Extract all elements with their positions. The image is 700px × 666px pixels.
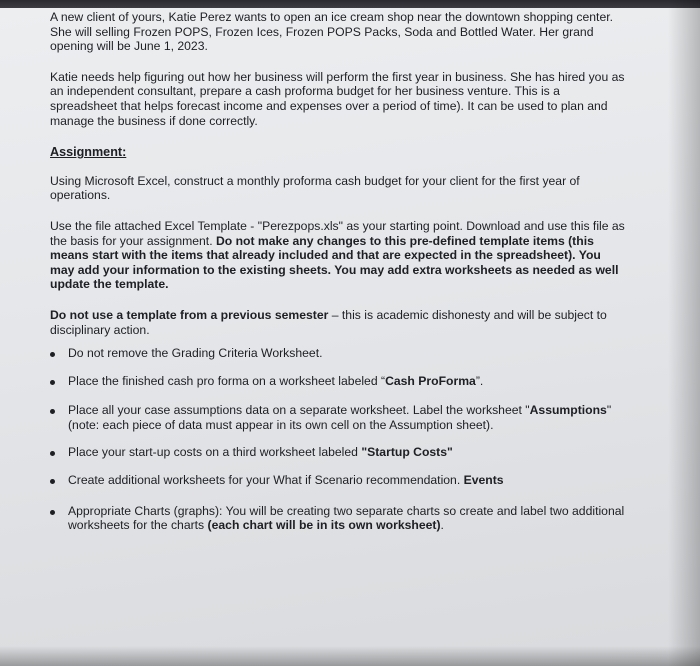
- list-item: [50, 445, 626, 460]
- bullet-dot-icon: [50, 380, 55, 385]
- bullet-bold-text: "Startup Costs": [361, 445, 453, 460]
- bullet-dot-icon: [50, 409, 55, 414]
- bullet-dot-icon: [50, 451, 55, 456]
- dishonesty-bold-text: Do not use a template from a previous semester: [50, 307, 329, 322]
- bullet-bold-text: Events: [463, 473, 504, 488]
- background-paragraph: Katie needs help figuring out how her business will perform the first year in business. She has hired you as an independent consultant, prepare a cash proforma budget for her business venture. This is a spreadsheet that helps forecast income and expenses over a period of time). It can be used to plan and manage the business if done correctly.: [50, 69, 625, 128]
- template-bold-text: Do not make any changes to this pre-defined template items (this means start with the items that already included and that are expected in the spreadsheet). You may add your information to the existing sheets. You may add extra worksheets as needed as well update the template.: [50, 233, 619, 292]
- bullet-text: Create additional worksheets for your What if Scenario recommendation.: [68, 473, 464, 488]
- bullet-text: Place the finished cash pro forma on a worksheet labeled “: [68, 373, 386, 388]
- top-dark-strip: [0, 0, 700, 8]
- assignment-heading: Assignment:: [50, 145, 127, 160]
- bullet-text: Appropriate Charts (graphs): You will be creating two separate charts so create and label two additional worksheets for the charts: [68, 503, 625, 533]
- template-paragraph: [50, 219, 626, 292]
- list-item: [50, 346, 626, 361]
- list-item: [50, 473, 626, 488]
- bullet-text-end: ”.: [475, 373, 484, 388]
- dishonesty-warning: [50, 308, 626, 337]
- bullet-dot-icon: [50, 510, 55, 515]
- bullet-text-end: " (note: each piece of data must appear in its own cell on the Assumption sheet).: [68, 403, 612, 432]
- bullet-text-end: .: [440, 518, 444, 533]
- list-item: [50, 504, 626, 533]
- bullet-dot-icon: [50, 479, 55, 484]
- dishonesty-plain-text: – this is academic dishonesty and will be subject to disciplinary action.: [50, 307, 607, 337]
- list-item: [50, 374, 626, 389]
- bullet-bold-text: Assumptions: [529, 403, 607, 418]
- bullet-bold-text: (each chart will be in its own worksheet): [207, 518, 441, 533]
- bullet-text: Place all your case assumptions data on a separate worksheet. Label the worksheet ": [68, 403, 530, 418]
- bullet-text: Place your start-up costs on a third worksheet labeled: [68, 445, 362, 460]
- requirements-list: [50, 346, 626, 533]
- bottom-edge-shadow: [0, 646, 700, 666]
- list-item: [50, 403, 626, 432]
- assignment-using-paragraph: Using Microsoft Excel, construct a monthly proforma cash budget for your client for the first year of operations.: [50, 173, 580, 203]
- intro-paragraph: A new client of yours, Katie Perez wants to open an ice cream shop near the downtown shopping center. She will selling Frozen POPS, Frozen Ices, Frozen POPS Packs, Soda and Bottled Water. Her grand opening will be June 1, 2023.: [50, 10, 613, 54]
- bullet-bold-text: Cash ProForma: [385, 373, 476, 388]
- bullet-text: Do not remove the Grading Criteria Worksheet.: [68, 346, 323, 361]
- assignment-content: [50, 10, 626, 533]
- bullet-dot-icon: [50, 352, 55, 357]
- right-edge-shadow: [668, 0, 700, 666]
- template-plain-text: Use the file attached Excel Template - "Perezpops.xls" as your starting point. Download and use this file as the basis for your assignment.: [50, 218, 625, 248]
